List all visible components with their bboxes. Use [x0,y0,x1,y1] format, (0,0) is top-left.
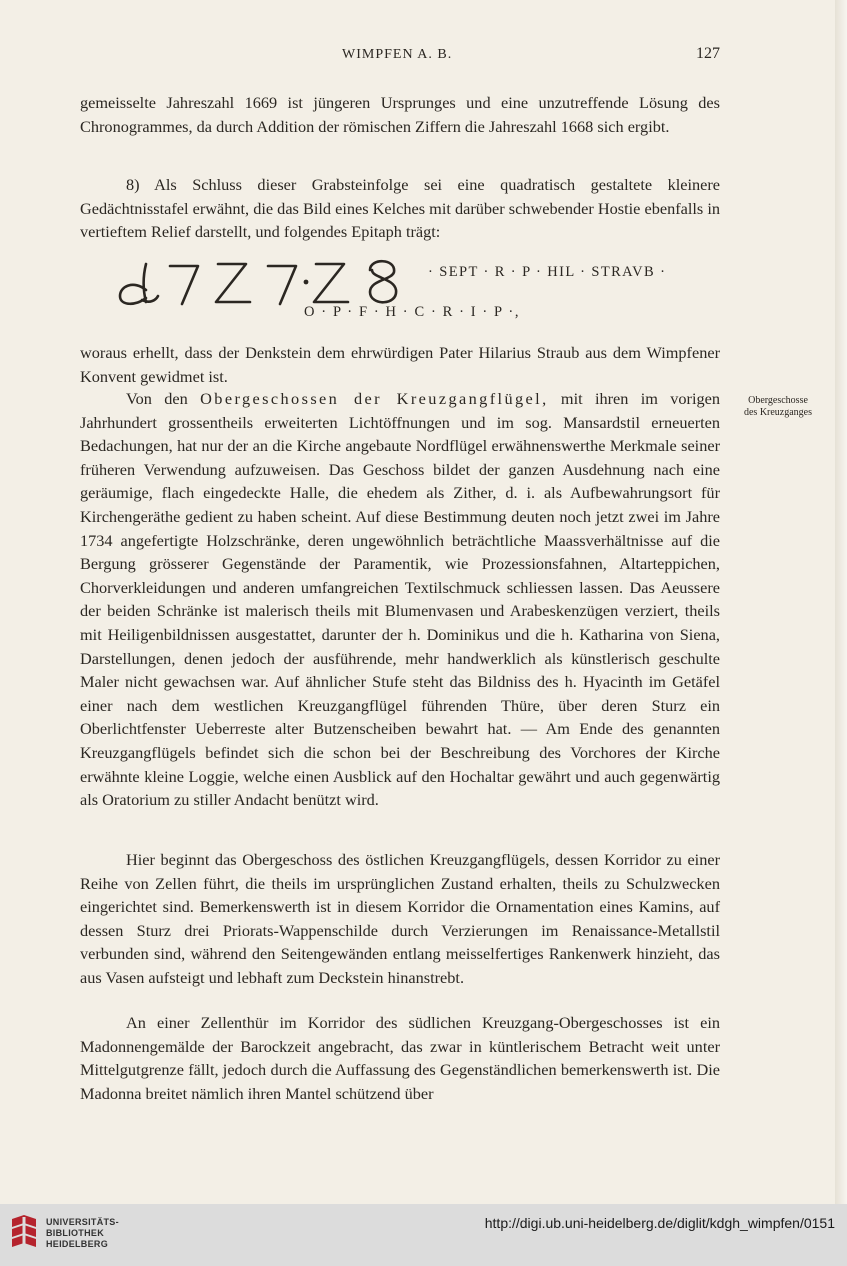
chronogram-dot [304,280,309,285]
inscription-line-1: · SEPT · R · P · HIL · STRAVB · [428,264,667,280]
paragraph-5: Hier beginnt das Obergeschoss des östlichen Kreuzgangflügels, dessen Korridor zu einer Reihe von Zellen führt, die theils im ursprünglichen Zustand erhalten, theils zu Schulzwecken eingerichtet sind. Bemerkenswerth ist in diesem Korridor die Ornamentation eines Kamins, auf dessen Sturz drei Priorats-Wappenschilde durch Verzierungen im Renaissance-Metallstil verbunden sind, während den Seitengewänden entlang meisselfertiges Rankenwerk hinzieht, das aus Vasen aufsteigt und lebhaft zum Deckstein hinanstrebt. [80,850,720,987]
paragraph-4 [80,387,720,812]
paragraph-6: An einer Zellenthür im Korridor des südlichen Kreuzgang-Obergeschosses ist ein Madonnengemälde der Barockzeit angebracht, das zwar in küntlerischem Betracht weit unter Mittelgutgrenze fällt, jedoch durch die Auffassung des Gegenständlichen bemerkenswerth ist. Die Madonna breitet nämlich ihren Mantel schützend über [80,1013,720,1103]
permalink-url[interactable]: http://digi.ub.uni-heidelberg.de/diglit/kdgh_wimpfen/0151 [484,1215,835,1231]
margin-note-line-2: des Kreuzganges [743,407,813,418]
page-edge-shadow [835,0,847,1204]
page-number: 127 [696,45,720,62]
margin-note-line-1: Obergeschosse [748,395,808,406]
inscription-line-2: O · P · F · H · C · R · I · P ·, [304,304,521,320]
running-head [80,47,720,69]
logo-line-3: HEIDELBERG [46,1239,109,1249]
epitaph-inscription [112,250,712,330]
margin-note [724,395,832,419]
logo-line-1: UNIVERSITÄTS- [46,1217,119,1227]
paragraph-2: 8) Als Schluss dieser Grabsteinfolge sei eine quadratisch gestaltete kleinere Gedächtnisstafel erwähnt, die das Bild eines Kelches mit darüber schwebender Hostie ebenfalls in vertieftem Relief darstellt, und folgendes Epitaph trägt: [80,175,720,242]
paragraph-4-body: mit ihren im vorigen Jahrhundert grossentheils erweiterten Lichtöffnungen und im sog. Mansardstil erneuerten Bedachungen, hat nur der an die Kirche angebaute Nordflügel erwähnenswerthe Merkmale seiner früheren Verwendung aufzuweisen. Das Geschoss bildet der ganzen Ausdehnung nach eine geräumige, flach eingedeckte Halle, die ehedem als Zither, d. i. als Aufbewahrungsort für Kirchengeräthe gedient zu haben scheint. Auf diese Bestimmung deuten noch jetzt zwei im Jahre 1734 angefertigte Holzschränke, deren ungewöhnlich beträchtliche Maassverhältnisse auf die Bergung grösserer Gegenstände der Paramentik, wie Prozessionsfahnen, Altarteppichen, Chorverkleidungen und anderen umfangreichen Textilschmuck schliessen lassen. Das Aeussere der beiden Schränke ist malerisch theils mit Blumenvasen und Arabeskenzügen verziert, theils mit Heiligenbildnissen ausgestattet, darunter der h. Dominikus und die h. Katharina von Siena, Darstellungen, denen jedoch der ausführende, mehr handwerklich als künstlerisch geschulte Maler nicht gewachsen war. Auf ähnlicher Stufe steht das Bildniss des h. Hyacinth im Getäfel einer nach dem westlichen Kreuzgangflügel führenden Thüre, über deren Sturz ein Oberlichtfenster Ueberreste alter Butzenscheiben bewahrt hat. — Am Ende des genannten Kreuzgangflügels befindet sich die schon bei der Beschreibung des Vorchores der Kirche erwähnte kleine Loggie, welche einen Ausblick auf den Hochaltar gewährt und auch gegenwärtig als Oratorium zu stiller Andacht benützt wird. [80,389,720,810]
paragraph-3: woraus erhellt, dass der Denkstein dem ehrwürdigen Pater Hilarius Straub aus dem Wimpfener Konvent gewidmet ist. [80,343,720,386]
paragraph-4-lead: Von den [126,389,188,408]
viewer-footer [0,1204,847,1266]
university-library-logo-text [46,1217,119,1250]
paragraph-1: gemeisselte Jahreszahl 1669 ist jüngeren Ursprunges und eine unzutreffende Lösung des Chronogrammes, da durch Addition der römischen Ziffern die Jahreszahl 1668 sich ergibt. [80,93,720,136]
university-library-logo-icon[interactable] [8,1213,40,1253]
logo-line-2: BIBLIOTHEK [46,1228,104,1238]
paragraph-4-spaced-heading: Obergeschossen der Kreuzgangflügel, [200,389,549,408]
running-title: WIMPFEN A. B. [342,47,453,62]
